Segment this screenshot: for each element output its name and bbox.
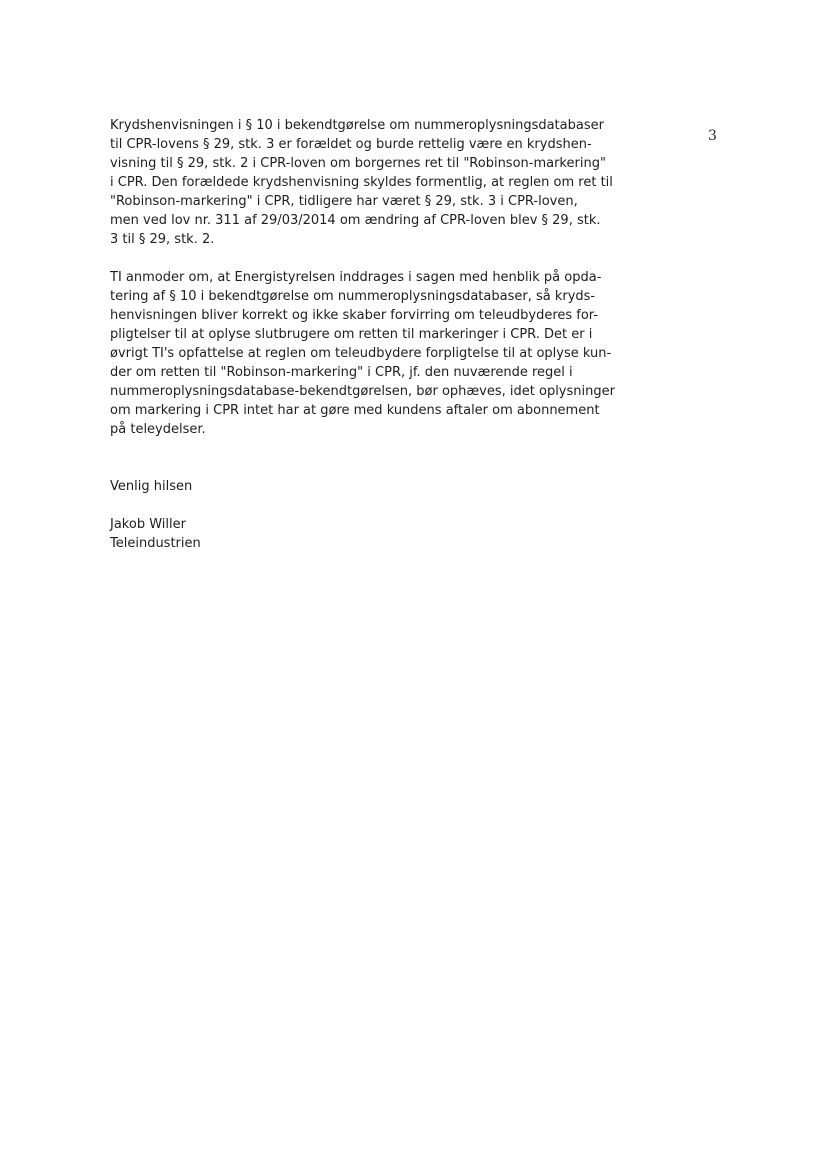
paragraph-line: nummeroplysningsdatabase-bekendtgørelsen, bør ophæves, idet oplysninger — [110, 384, 615, 399]
signature-block — [110, 515, 670, 553]
paragraph-line: Krydshenvisningen i § 10 i bekendtgørelse om nummeroplysningsdatabaser — [110, 118, 604, 133]
paragraph-line: på teleydelser. — [110, 422, 206, 437]
paragraph-crossreference — [110, 116, 670, 249]
page-number: 3 — [708, 128, 717, 144]
paragraph-request — [110, 268, 670, 439]
paragraph-line: i CPR. Den forældede krydshenvisning skyldes formentlig, at reglen om ret til — [110, 175, 613, 190]
signature-organization: Teleindustrien — [110, 536, 201, 551]
paragraph-line: 3 til § 29, stk. 2. — [110, 232, 215, 247]
paragraph-line: om markering i CPR intet har at gøre med kundens aftaler om abonnement — [110, 403, 600, 418]
paragraph-line: visning til § 29, stk. 2 i CPR-loven om borgernes ret til "Robinson-markering" — [110, 156, 606, 171]
paragraph-line: men ved lov nr. 311 af 29/03/2014 om ændring af CPR-loven blev § 29, stk. — [110, 213, 601, 228]
paragraph-line: øvrigt TI's opfattelse at reglen om teleudbydere forpligtelse til at oplyse kun- — [110, 346, 612, 361]
paragraph-line: der om retten til "Robinson-markering" i CPR, jf. den nuværende regel i — [110, 365, 573, 380]
closing-greeting — [110, 477, 670, 496]
paragraph-line: pligtelser til at oplyse slutbrugere om retten til markeringer i CPR. Det er i — [110, 327, 593, 342]
paragraph-line: "Robinson-markering" i CPR, tidligere har været § 29, stk. 3 i CPR-loven, — [110, 194, 578, 209]
letter-body — [110, 116, 670, 553]
paragraph-line: henvisningen bliver korrekt og ikke skaber forvirring om teleudbyderes for- — [110, 308, 599, 323]
paragraph-line: tering af § 10 i bekendtgørelse om nummeroplysningsdatabaser, så kryds- — [110, 289, 596, 304]
closing-text: Venlig hilsen — [110, 479, 193, 494]
paragraph-line: TI anmoder om, at Energistyrelsen inddrages i sagen med henblik på opda- — [110, 270, 602, 285]
paragraph-line: til CPR-lovens § 29, stk. 3 er forældet og burde rettelig være en krydshen- — [110, 137, 592, 152]
signature-name: Jakob Willer — [110, 517, 186, 532]
